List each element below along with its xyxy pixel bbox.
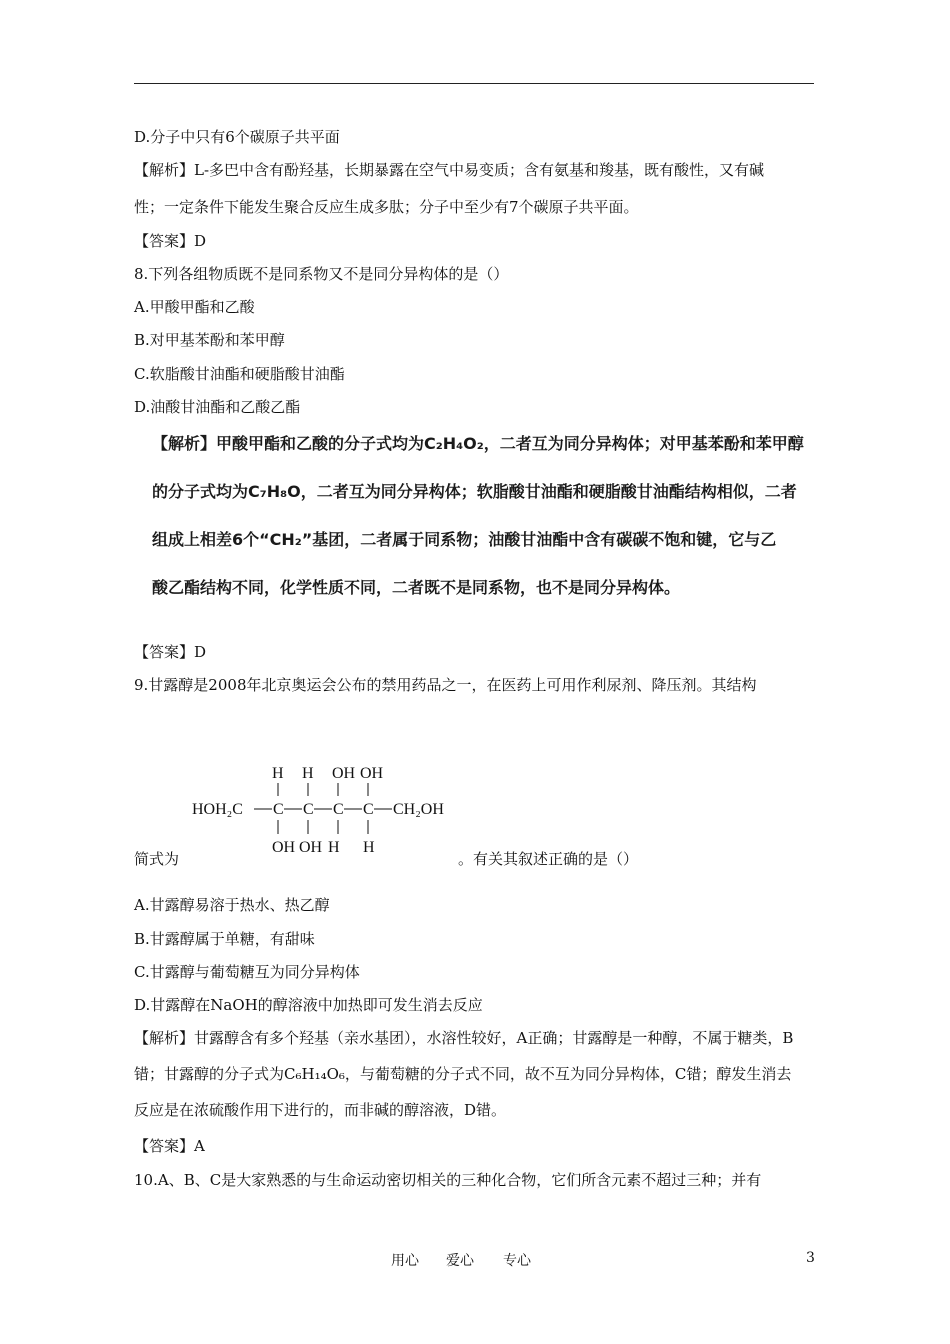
header-rule xyxy=(134,83,814,84)
struct-bottom-1: OH xyxy=(272,839,296,856)
option-9b: B.甘露醇属于单糖，有甜味 xyxy=(134,930,315,948)
struct-right-group: CH₂OH xyxy=(393,801,444,818)
mannitol-structural-formula xyxy=(190,760,470,860)
struct-top-3: OH xyxy=(332,765,356,782)
struct-carbon-3: C xyxy=(333,801,344,818)
struct-left-group: HOH₂C xyxy=(192,801,243,818)
struct-carbon-1: C xyxy=(273,801,284,818)
page-number: 3 xyxy=(806,1250,815,1266)
option-8a: A.甲酸甲酯和乙酸 xyxy=(134,298,255,316)
struct-bottom-2: OH xyxy=(299,839,323,856)
q8-explanation-line-1: 【解析】甲酸甲酯和乙酸的分子式均为C₂H₄O₂，二者互为同分异构体；对甲基苯酚和苯甲醇 xyxy=(152,434,804,453)
q10-stem: 10.A、B、C是大家熟悉的与生命运动密切相关的三种化合物，它们所含元素不超过三种；并有 xyxy=(134,1171,762,1189)
q9-answer: 【答案】A xyxy=(134,1137,205,1155)
footer-slogan-1: 用心 xyxy=(391,1253,419,1269)
option-8d: D.油酸甘油酯和乙酸乙酯 xyxy=(134,398,301,416)
struct-carbon-2: C xyxy=(303,801,314,818)
option-9d: D.甘露醇在NaOH的醇溶液中加热即可发生消去反应 xyxy=(134,996,483,1014)
footer-slogan-3: 专心 xyxy=(503,1253,531,1269)
footer-slogan-2: 爱心 xyxy=(446,1253,474,1269)
q9-stem: 9.甘露醇是2008年北京奥运会公布的禁用药品之一，在医药上可用作利尿剂、降压剂。其结构 xyxy=(134,676,757,694)
struct-carbon-4: C xyxy=(363,801,374,818)
option-7d: D.分子中只有6个碳原子共平面 xyxy=(134,128,340,146)
q7-explanation-line-2: 性；一定条件下能发生聚合反应生成多肽；分子中至少有7个碳原子共平面。 xyxy=(134,198,639,216)
q8-stem: 8.下列各组物质既不是同系物又不是同分异构体的是（） xyxy=(134,265,509,283)
q7-answer: 【答案】D xyxy=(134,232,207,250)
option-8c: C.软脂酸甘油酯和硬脂酸甘油酯 xyxy=(134,365,345,383)
struct-top-4: OH xyxy=(360,765,384,782)
q9-formula-prefix: 简式为 xyxy=(134,850,180,868)
q8-answer: 【答案】D xyxy=(134,643,207,661)
q9-explanation-line-3: 反应是在浓硫酸作用下进行的，而非碱的醇溶液，D错。 xyxy=(134,1101,507,1119)
q8-explanation-line-4: 酸乙酯结构不同，化学性质不同，二者既不是同系物，也不是同分异构体。 xyxy=(152,578,681,597)
option-9a: A.甘露醇易溶于热水、热乙醇 xyxy=(134,896,330,914)
q8-explanation-line-2: 的分子式均为C₇H₈O，二者互为同分异构体；软脂酸甘油酯和硬脂酸甘油酯结构相似，二者 xyxy=(152,482,797,501)
struct-bottom-3: H xyxy=(328,839,340,856)
struct-top-2: H xyxy=(302,765,314,782)
q8-explanation-line-3: 组成上相差6个“CH₂”基团，二者属于同系物；油酸甘油酯中含有碳碳不饱和键，它与乙 xyxy=(152,530,777,549)
option-8b: B.对甲基苯酚和苯甲醇 xyxy=(134,331,285,349)
struct-top-1: H xyxy=(272,765,284,782)
struct-bottom-4: H xyxy=(363,839,375,856)
q9-formula-suffix: 。有关其叙述正确的是（） xyxy=(458,850,639,868)
q9-explanation-line-2: 错；甘露醇的分子式为C₆H₁₄O₆，与葡萄糖的分子式不同，故不互为同分异构体，C错；醇发生消去 xyxy=(134,1065,792,1083)
q7-explanation-line-1: 【解析】L-多巴中含有酚羟基，长期暴露在空气中易变质；含有氨基和羧基，既有酸性，又有碱 xyxy=(134,161,765,179)
option-9c: C.甘露醇与葡萄糖互为同分异构体 xyxy=(134,963,360,981)
q9-explanation-line-1: 【解析】甘露醇含有多个羟基（亲水基团），水溶性较好，A正确；甘露醇是一种醇，不属于糖类，B xyxy=(134,1029,794,1047)
